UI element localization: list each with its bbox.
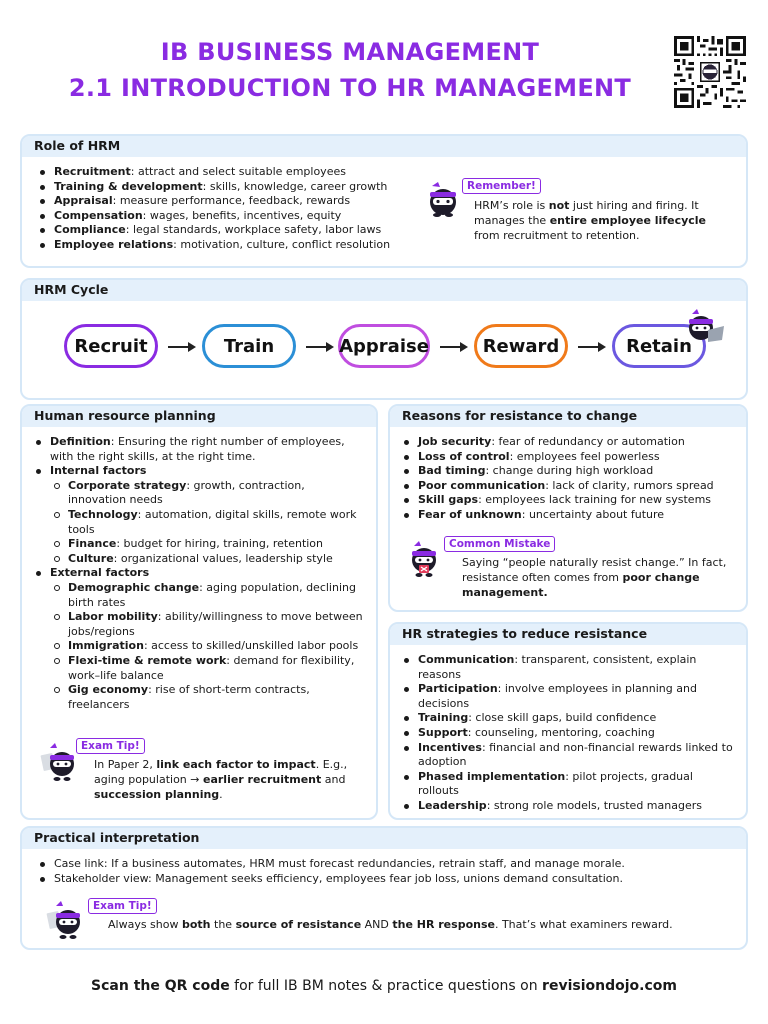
list-item: Support: counseling, mentoring, coaching <box>402 726 736 741</box>
list-item: Corporate strategy: growth, contraction, innovation needs <box>50 479 366 508</box>
exam-tip-tag: Exam Tip! <box>76 738 145 754</box>
list-item <box>34 464 366 566</box>
page-title <box>60 34 640 106</box>
list-item: Communication: transparent, consistent, explain reasons <box>402 653 736 682</box>
cycle-step-reward: Reward <box>474 324 568 368</box>
arrow-icon <box>306 346 332 348</box>
list-item: Poor communication: lack of clarity, rumors spread <box>402 479 736 494</box>
external-factors-label: External factors <box>50 566 150 580</box>
exam-tip-note <box>88 898 728 932</box>
list-item: Compliance: legal standards, workplace safety, labor laws <box>38 223 418 238</box>
ninja-mascot-icon <box>406 540 442 578</box>
footer: Scan the QR code for full IB BM notes & practice questions on revisiondojo.com <box>91 978 677 994</box>
exam-tip-text: In Paper 2, link each factor to impact. E.g., aging population → earlier recruitment and succession planning. <box>94 758 348 801</box>
strategies-list <box>402 653 736 814</box>
list-item: Compensation: wages, benefits, incentives, equity <box>38 209 418 224</box>
cycle-step-recruit: Recruit <box>64 324 158 368</box>
exam-tip-tag: Exam Tip! <box>88 898 157 914</box>
list-item: Loss of control: employees feel powerless <box>402 450 736 465</box>
qr-code[interactable] <box>672 36 748 108</box>
list-item: Gig economy: rise of short-term contracts, freelancers <box>50 683 366 712</box>
remember-tag: Remember! <box>462 178 541 194</box>
list-item: Skill gaps: employees lack training for new systems <box>402 493 736 508</box>
internal-factors-list <box>50 479 366 567</box>
footer-link[interactable]: revisiondojo.com <box>542 978 677 994</box>
role-of-hrm-heading: Role of HRM <box>22 136 746 157</box>
strategies-heading: HR strategies to reduce resistance <box>390 624 746 645</box>
list-item: Recruitment: attract and select suitable employees <box>38 165 418 180</box>
common-mistake-text: Saying “people naturally resist change.” In fact, resistance often comes from poor change management. <box>462 556 727 599</box>
list-item: Culture: organizational values, leadership style <box>50 552 366 567</box>
list-item: Demographic change: aging population, declining birth rates <box>50 581 366 610</box>
common-mistake-tag: Common Mistake <box>444 536 555 552</box>
footer-cta: Scan the QR code <box>91 978 230 994</box>
list-item: Leadership: strong role models, trusted managers <box>402 799 736 814</box>
practical-list <box>38 857 736 886</box>
list-item: Definition: Ensuring the right number of employees, with the right skills, at the right time. <box>34 435 366 464</box>
remember-text: HRM’s role is not just hiring and firing. It manages the entire employee lifecycle from recruitment to retention. <box>474 199 707 242</box>
list-item: Finance: budget for hiring, training, retention <box>50 537 366 552</box>
remember-note <box>462 178 734 243</box>
exam-tip-text: Always show both the source of resistance AND the HR response. That’s what examiners reward. <box>108 918 673 931</box>
title-line-1: IB BUSINESS MANAGEMENT <box>160 38 540 66</box>
common-mistake-note <box>444 536 740 600</box>
list-item: Fear of unknown: uncertainty about future <box>402 508 736 523</box>
ninja-mascot-icon <box>40 742 80 782</box>
cycle-step-retain: Retain <box>612 324 706 368</box>
list-item: Participation: involve employees in planning and decisions <box>402 682 736 711</box>
list-item: Incentives: financial and non-financial rewards linked to adoption <box>402 741 736 770</box>
list-item: Training & development: skills, knowledge, career growth <box>38 180 418 195</box>
ninja-mascot-icon <box>46 900 86 940</box>
practical-heading: Practical interpretation <box>22 828 746 849</box>
list-item: Employee relations: motivation, culture, conflict resolution <box>38 238 418 253</box>
strategies-card <box>388 622 748 820</box>
external-factors-list <box>50 581 366 712</box>
list-item: Appraisal: measure performance, feedback, rewards <box>38 194 418 209</box>
arrow-icon <box>168 346 194 348</box>
hr-planning-list <box>34 435 366 712</box>
cycle-step-train: Train <box>202 324 296 368</box>
list-item: Training: close skill gaps, build confidence <box>402 711 736 726</box>
list-item: Bad timing: change during high workload <box>402 464 736 479</box>
list-item: Case link: If a business automates, HRM must forecast redundancies, retrain staff, and manage morale. <box>38 857 736 872</box>
list-item: Stakeholder view: Management seeks efficiency, employees fear job loss, unions demand consultation. <box>38 872 736 887</box>
list-item: Job security: fear of redundancy or automation <box>402 435 736 450</box>
ninja-laptop-icon <box>682 308 726 346</box>
cycle-step-appraise: Appraise <box>338 324 430 368</box>
hrm-cycle-diagram <box>62 324 722 372</box>
list-item: Flexi-time & remote work: demand for flexibility, work–life balance <box>50 654 366 683</box>
hr-planning-heading: Human resource planning <box>22 406 376 427</box>
role-list <box>38 165 418 253</box>
hrm-cycle-heading: HRM Cycle <box>22 280 746 301</box>
list-item: Technology: automation, digital skills, remote work tools <box>50 508 366 537</box>
exam-tip-note <box>76 738 366 802</box>
list-item: Immigration: access to skilled/unskilled labor pools <box>50 639 366 654</box>
ninja-mascot-icon <box>424 180 462 218</box>
resistance-list <box>402 435 736 523</box>
title-line-2: 2.1 INTRODUCTION TO HR MANAGEMENT <box>68 74 632 102</box>
list-item <box>34 566 366 712</box>
arrow-icon <box>440 346 466 348</box>
arrow-icon <box>578 346 604 348</box>
list-item: Labor mobility: ability/willingness to move between jobs/regions <box>50 610 366 639</box>
list-item: Phased implementation: pilot projects, gradual rollouts <box>402 770 736 799</box>
resistance-heading: Reasons for resistance to change <box>390 406 746 427</box>
internal-factors-label: Internal factors <box>50 464 147 478</box>
